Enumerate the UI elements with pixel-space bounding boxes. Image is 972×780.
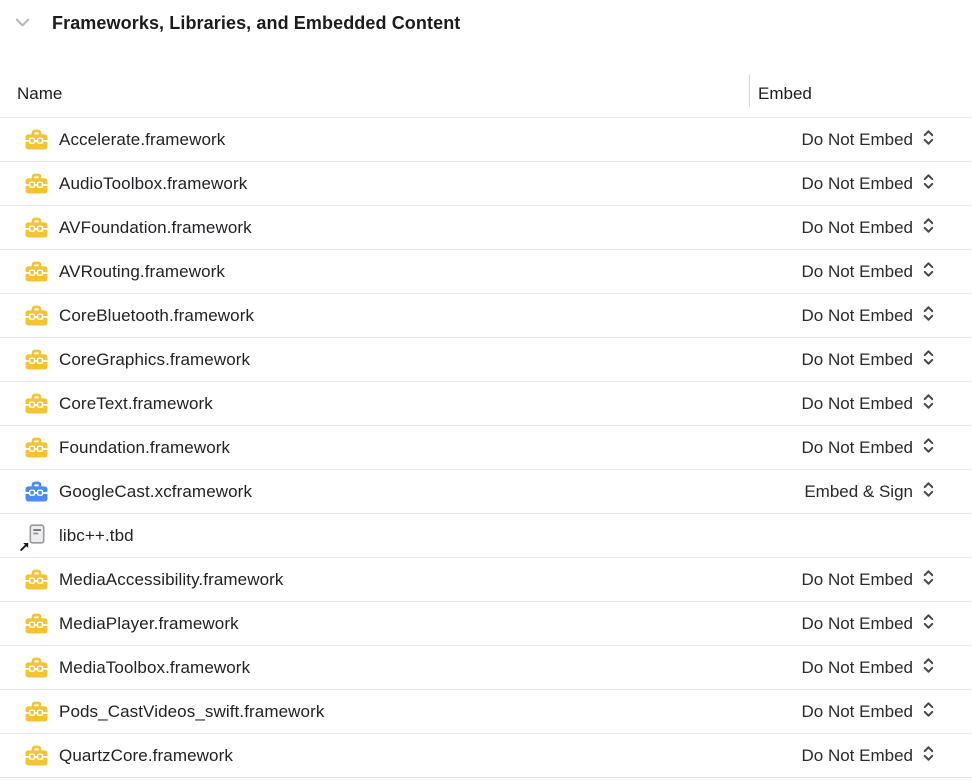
table-row[interactable] bbox=[0, 690, 972, 734]
table-row[interactable] bbox=[0, 118, 972, 162]
section-header bbox=[0, 0, 972, 46]
section-title: Frameworks, Libraries, and Embedded Content bbox=[52, 12, 461, 33]
embed-value: Do Not Embed bbox=[801, 349, 913, 369]
embed-popup-button[interactable] bbox=[802, 701, 972, 723]
framework-icon-yellow bbox=[24, 612, 48, 636]
embed-value: Do Not Embed bbox=[801, 701, 913, 721]
column-divider bbox=[749, 74, 750, 107]
framework-icon-yellow bbox=[24, 656, 48, 680]
embed-popup-button[interactable] bbox=[802, 129, 972, 151]
framework-icon-yellow bbox=[24, 128, 48, 152]
embed-value: Do Not Embed bbox=[801, 613, 913, 633]
framework-name: GoogleCast.xcframework bbox=[59, 481, 253, 501]
table-row[interactable] bbox=[0, 338, 972, 382]
up-down-chevron-icon bbox=[922, 349, 935, 371]
embed-value: Do Not Embed bbox=[801, 305, 913, 325]
up-down-chevron-icon bbox=[922, 745, 935, 767]
table-row[interactable] bbox=[0, 558, 972, 602]
table-row[interactable] bbox=[0, 470, 972, 514]
framework-icon-yellow bbox=[24, 172, 48, 196]
embed-value: Do Not Embed bbox=[801, 129, 913, 149]
up-down-chevron-icon bbox=[922, 613, 935, 635]
up-down-chevron-icon bbox=[922, 261, 935, 283]
framework-icon-yellow bbox=[24, 216, 48, 240]
up-down-chevron-icon bbox=[922, 481, 935, 503]
embed-popup-button[interactable] bbox=[802, 305, 972, 327]
embed-popup-button[interactable] bbox=[802, 393, 972, 415]
up-down-chevron-icon bbox=[922, 393, 935, 415]
framework-icon-blue bbox=[24, 480, 48, 504]
table-row[interactable] bbox=[0, 426, 972, 470]
table-row[interactable] bbox=[0, 602, 972, 646]
framework-icon-yellow bbox=[24, 260, 48, 284]
column-header-name: Name bbox=[17, 83, 63, 103]
table-row[interactable] bbox=[0, 250, 972, 294]
framework-name: Pods_CastVideos_swift.framework bbox=[59, 701, 325, 721]
up-down-chevron-icon bbox=[922, 217, 935, 239]
frameworks-table bbox=[0, 117, 972, 778]
embed-popup-button[interactable] bbox=[804, 481, 972, 503]
framework-icon-yellow bbox=[24, 304, 48, 328]
embed-value: Do Not Embed bbox=[801, 261, 913, 281]
framework-name: MediaPlayer.framework bbox=[59, 613, 239, 633]
up-down-chevron-icon bbox=[922, 129, 935, 151]
table-row[interactable] bbox=[0, 206, 972, 250]
framework-icon-yellow bbox=[24, 568, 48, 592]
framework-icon-yellow bbox=[24, 392, 48, 416]
table-row[interactable] bbox=[0, 514, 972, 558]
embed-popup-button[interactable] bbox=[802, 613, 972, 635]
framework-name: CoreGraphics.framework bbox=[59, 349, 251, 369]
up-down-chevron-icon bbox=[922, 173, 935, 195]
framework-icon-yellow bbox=[24, 436, 48, 460]
framework-icon-yellow bbox=[24, 348, 48, 372]
framework-name: AudioToolbox.framework bbox=[59, 173, 248, 193]
embed-value: Embed & Sign bbox=[804, 481, 913, 501]
embed-popup-button[interactable] bbox=[802, 569, 972, 591]
framework-name: AVRouting.framework bbox=[59, 261, 225, 281]
embed-value: Do Not Embed bbox=[801, 393, 913, 413]
table-row[interactable] bbox=[0, 646, 972, 690]
embed-popup-button[interactable] bbox=[802, 217, 972, 239]
embed-value: Do Not Embed bbox=[801, 569, 913, 589]
embed-popup-button[interactable] bbox=[802, 745, 972, 767]
up-down-chevron-icon bbox=[922, 437, 935, 459]
column-header-embed: Embed bbox=[758, 83, 812, 103]
embed-value: Do Not Embed bbox=[801, 657, 913, 677]
embed-popup-button[interactable] bbox=[802, 173, 972, 195]
framework-name: Foundation.framework bbox=[59, 437, 231, 457]
embed-popup-button[interactable] bbox=[802, 437, 972, 459]
embed-popup-button[interactable] bbox=[802, 657, 972, 679]
embed-value: Do Not Embed bbox=[801, 437, 913, 457]
tbd-file-icon bbox=[24, 524, 48, 548]
up-down-chevron-icon bbox=[922, 569, 935, 591]
framework-name: MediaToolbox.framework bbox=[59, 657, 251, 677]
table-row[interactable] bbox=[0, 162, 972, 206]
table-row[interactable] bbox=[0, 734, 972, 778]
up-down-chevron-icon bbox=[922, 657, 935, 679]
framework-name: MediaAccessibility.framework bbox=[59, 569, 284, 589]
embed-value: Do Not Embed bbox=[801, 745, 913, 765]
embed-value: Do Not Embed bbox=[801, 217, 913, 237]
embed-popup-button[interactable] bbox=[802, 349, 972, 371]
framework-name: CoreBluetooth.framework bbox=[59, 305, 255, 325]
embed-popup-button[interactable] bbox=[802, 261, 972, 283]
framework-name: QuartzCore.framework bbox=[59, 745, 233, 765]
up-down-chevron-icon bbox=[922, 701, 935, 723]
framework-name: AVFoundation.framework bbox=[59, 217, 252, 237]
table-column-headers bbox=[0, 70, 972, 117]
up-down-chevron-icon bbox=[922, 305, 935, 327]
framework-name: CoreText.framework bbox=[59, 393, 213, 413]
embed-value: Do Not Embed bbox=[801, 173, 913, 193]
table-row[interactable] bbox=[0, 382, 972, 426]
framework-name: libc++.tbd bbox=[59, 525, 134, 545]
framework-icon-yellow bbox=[24, 700, 48, 724]
framework-icon-yellow bbox=[24, 744, 48, 768]
framework-name: Accelerate.framework bbox=[59, 129, 226, 149]
table-row[interactable] bbox=[0, 294, 972, 338]
disclosure-chevron-icon[interactable] bbox=[14, 17, 30, 29]
